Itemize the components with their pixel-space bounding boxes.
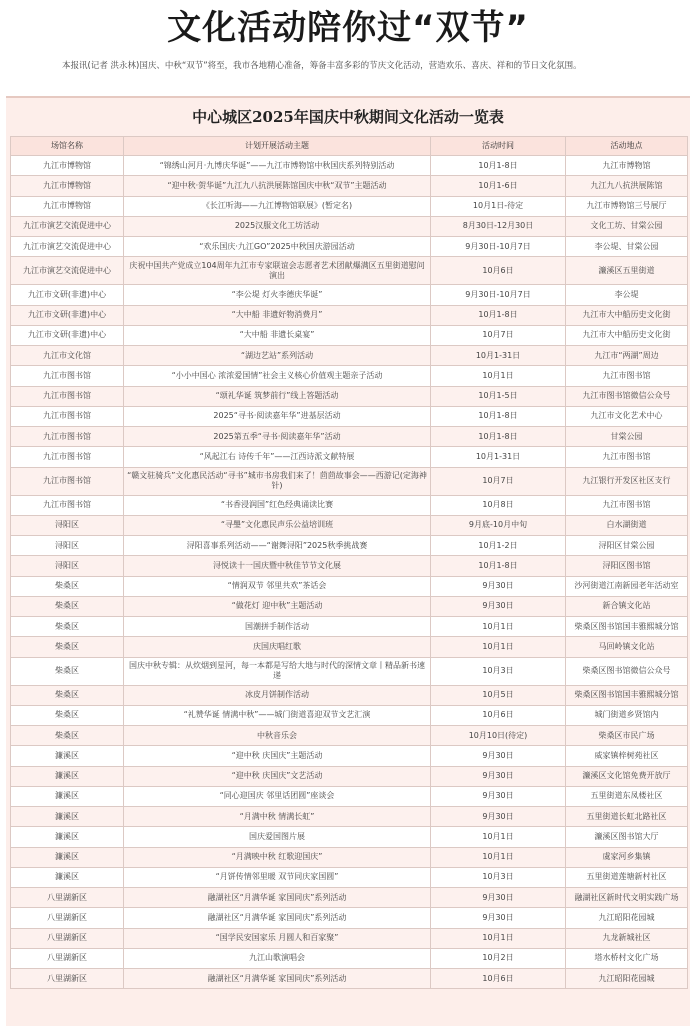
cell-time: 10月1日 [431,366,566,386]
cell-venue: 柴桑区 [11,576,124,596]
cell-time: 10月1日 [431,928,566,948]
cell-theme: “李公堤 灯火李德庆华诞” [124,285,431,305]
lead-paragraph: 本报讯(记者 洪永林)国庆、中秋“双节”将至，我市各地精心准备，筹备丰富多彩的节庆文化活动，营造欢乐、喜庆、祥和的节日文化氛围。 [62,61,582,71]
cell-location: 白水湖街道 [566,515,688,535]
cell-theme: “同心迎国庆 邻里话团圆”座谈会 [124,786,431,806]
cell-time: 10月2日 [431,948,566,968]
cell-time: 10月5日 [431,685,566,705]
cell-location: 沙河街道江南新园老年活动室 [566,576,688,596]
cell-venue: 八里湖新区 [11,969,124,989]
cell-venue: 濂溪区 [11,766,124,786]
cell-venue: 濂溪区 [11,807,124,827]
cell-theme: “锦绣山河月·九博庆华诞”——九江市博物馆中秋国庆系列特别活动 [124,156,431,176]
cell-location: 九龙新城社区 [566,928,688,948]
cell-time: 9月30日 [431,908,566,928]
cell-time: 10月1-31日 [431,447,566,467]
cell-venue: 九江市文研(非遗)中心 [11,285,124,305]
table-row [11,726,688,746]
cell-theme: “湖边艺站”系列活动 [124,346,431,366]
table-row [11,427,688,447]
cell-theme: “情润双节 邻里共欢”茶话会 [124,576,431,596]
cell-venue: 八里湖新区 [11,948,124,968]
cell-location: 五里街道东凤楼社区 [566,786,688,806]
cell-venue: 九江市图书馆 [11,447,124,467]
table-row [11,196,688,216]
table-row [11,556,688,576]
cell-location: 五里街道长虹北路社区 [566,807,688,827]
cell-time: 10月3日 [431,867,566,887]
cell-time: 9月30日 [431,576,566,596]
cell-time: 9月30日 [431,746,566,766]
headline: 文化活动陪你过“双节” [167,8,529,48]
cell-venue: 九江市博物馆 [11,156,124,176]
cell-time: 10月6日 [431,705,566,725]
table-row [11,888,688,908]
cell-location: 九江市图书馆微信公众号 [566,386,688,406]
cell-location: 濂溪区五里街道 [566,257,688,285]
cell-location: 城门街道乡贤馆内 [566,705,688,725]
cell-venue: 九江市演艺交流促进中心 [11,237,124,257]
cell-location: 九江市大中船历史文化街 [566,325,688,345]
table-row [11,406,688,426]
cell-theme: “大中船 非遗长桌宴” [124,325,431,345]
cell-time: 8月30日-12月30日 [431,216,566,236]
cell-venue: 柴桑区 [11,705,124,725]
table-row [11,325,688,345]
cell-theme: 冰皮月饼制作活动 [124,685,431,705]
table-row [11,156,688,176]
table-row [11,305,688,325]
table-row [11,807,688,827]
cell-time: 10月1-31日 [431,346,566,366]
cell-location: 九江市图书馆 [566,366,688,386]
cell-venue: 九江市博物馆 [11,176,124,196]
cell-theme: 浔悦读十一国庆暨中秋佳节节文化展 [124,556,431,576]
cell-theme: “欢乐国庆·九江GO”2025中秋国庆游园活动 [124,237,431,257]
cell-location: 李公堤、甘棠公园 [566,237,688,257]
cell-venue: 九江市图书馆 [11,386,124,406]
cell-theme: “礼赞华诞 情满中秋”——城门街道喜迎双节文艺汇演 [124,705,431,725]
cell-location: 塔水桥村文化广场 [566,948,688,968]
cell-theme: 2025“寻书·阅读嘉年华”进基层活动 [124,406,431,426]
table-row [11,216,688,236]
cell-location: 柴桑区图书馆国丰雅熙城分馆 [566,685,688,705]
cell-theme: 中秋音乐会 [124,726,431,746]
table-row [11,257,688,285]
table-row [11,637,688,657]
cell-time: 9月30日-10月7日 [431,237,566,257]
cell-theme: 国庆中秋专辑：从炊烟到星河，每一本都是写给大地与时代的深情文章丨精品新书速递 [124,657,431,685]
cell-time: 10月1-8日 [431,556,566,576]
cell-location: 九江市文化艺术中心 [566,406,688,426]
cell-time: 10月1-8日 [431,305,566,325]
cell-theme: “寻璺”文化惠民声乐公益培训班 [124,515,431,535]
cell-venue: 八里湖新区 [11,888,124,908]
column-header-theme: 计划开展活动主题 [124,137,431,156]
table-row [11,596,688,616]
cell-theme: “风起江右 诗传千年”——江西诗派文献特展 [124,447,431,467]
table-row [11,746,688,766]
cell-venue: 浔阳区 [11,556,124,576]
cell-theme: 庆祝中国共产党成立104周年九江市专家联谊会志愿者艺术团献爆满区五里街道慰问演出 [124,257,431,285]
cell-location: 九江银行开发区社区支行 [566,467,688,495]
cell-theme: 国庆爱国图片展 [124,827,431,847]
cell-theme: “月满映中秋 红歌迎国庆” [124,847,431,867]
table-row [11,576,688,596]
cell-time: 10月1日 [431,847,566,867]
cell-venue: 九江市文研(非遗)中心 [11,305,124,325]
cell-location: 文化工坊、甘棠公园 [566,216,688,236]
cell-location: 濂溪区文化馆免费开放厅 [566,766,688,786]
column-header-location: 活动地点 [566,137,688,156]
cell-time: 9月30日-10月7日 [431,285,566,305]
cell-location: 九江市博物馆三号展厅 [566,196,688,216]
cell-venue: 柴桑区 [11,685,124,705]
cell-venue: 九江市图书馆 [11,427,124,447]
cell-location: 九江市“两湖”周边 [566,346,688,366]
cell-venue: 九江市文研(非遗)中心 [11,325,124,345]
cell-venue: 濂溪区 [11,746,124,766]
cell-theme: “大中船 非遗好物消费月” [124,305,431,325]
cell-venue: 濂溪区 [11,827,124,847]
cell-location: 虞家河乡集镇 [566,847,688,867]
cell-theme: “书香浸润国”红色经典诵读比赛 [124,495,431,515]
cell-time: 10月1日-待定 [431,196,566,216]
cell-time: 10月1日 [431,827,566,847]
table-row [11,948,688,968]
cell-venue: 九江市演艺交流促进中心 [11,216,124,236]
table-title: 中心城区2025年国庆中秋期间文化活动一览表 [192,108,504,126]
cell-location: 九江市图书馆 [566,447,688,467]
cell-venue: 柴桑区 [11,637,124,657]
cell-time: 10月1-8日 [431,156,566,176]
cell-time: 10月1-8日 [431,427,566,447]
cell-venue: 九江市图书馆 [11,495,124,515]
table-row [11,536,688,556]
table-row [11,467,688,495]
column-header-venue: 场馆名称 [11,137,124,156]
cell-theme: 九江山歌演唱会 [124,948,431,968]
cell-location: 九江市图书馆 [566,495,688,515]
cell-theme: “迎中秋·贺华诞”九江九八抗洪展陈馆国庆中秋“双节”主题活动 [124,176,431,196]
cell-time: 10月6日 [431,257,566,285]
column-header-time: 活动时间 [431,137,566,156]
cell-theme: “迎中秋 庆国庆”主题活动 [124,746,431,766]
cell-location: 九江昭阳花园城 [566,908,688,928]
cell-location: 融湖社区新时代文明实践广场 [566,888,688,908]
cell-venue: 濂溪区 [11,867,124,887]
table-row [11,617,688,637]
cell-time: 9月30日 [431,807,566,827]
cell-time: 10月1日 [431,637,566,657]
table-row [11,786,688,806]
cell-time: 9月30日 [431,596,566,616]
table-row [11,237,688,257]
table-row [11,447,688,467]
table-row [11,285,688,305]
cell-location: 九江市博物馆 [566,156,688,176]
table-row [11,366,688,386]
table-row [11,176,688,196]
table-row [11,386,688,406]
cell-venue: 柴桑区 [11,617,124,637]
cell-theme: “小小中国心 浓浓爱国情”社会主义核心价值观主题亲子活动 [124,366,431,386]
cell-venue: 柴桑区 [11,596,124,616]
cell-location: 新合镇文化站 [566,596,688,616]
cell-time: 9月底-10月中旬 [431,515,566,535]
table-row [11,908,688,928]
cell-venue: 九江市图书馆 [11,406,124,426]
schedule-sheet [6,96,690,1026]
cell-venue: 濂溪区 [11,786,124,806]
cell-theme: “赣文驻骑兵”文化惠民活动“寻书”城市书房我们来了！茴茴故事会——西游记(定海神针) [124,467,431,495]
cell-theme: “迎中秋 庆国庆”文艺活动 [124,766,431,786]
cell-location: 马回岭镇文化站 [566,637,688,657]
cell-location: 九江九八抗洪展陈馆 [566,176,688,196]
cell-venue: 九江市图书馆 [11,467,124,495]
cell-time: 10月7日 [431,467,566,495]
cell-venue: 八里湖新区 [11,908,124,928]
cell-time: 10月6日 [431,969,566,989]
cell-theme: 2025汉服文化工坊活动 [124,216,431,236]
cell-time: 10月3日 [431,657,566,685]
cell-time: 10月1日 [431,617,566,637]
cell-theme: 2025第五季“寻书·阅读嘉年华”活动 [124,427,431,447]
cell-venue: 九江市图书馆 [11,366,124,386]
cell-time: 10月1-2日 [431,536,566,556]
table-row [11,685,688,705]
cell-theme: 融湖社区“月满华诞 家国同庆”系列活动 [124,969,431,989]
cell-time: 10月7日 [431,325,566,345]
cell-time: 10月10日(待定) [431,726,566,746]
cell-venue: 濂溪区 [11,847,124,867]
table-row [11,867,688,887]
cell-location: 浔阳区甘棠公园 [566,536,688,556]
cell-location: 李公堤 [566,285,688,305]
cell-location: 濂溪区图书馆大厅 [566,827,688,847]
activity-table [10,136,688,989]
cell-venue: 柴桑区 [11,657,124,685]
table-row [11,827,688,847]
cell-venue: 九江市文化馆 [11,346,124,366]
cell-location: 柴桑区图书馆国丰雅熙城分馆 [566,617,688,637]
cell-theme: “月饼传情邻里暖 双节同庆家国圆” [124,867,431,887]
cell-theme: “做花灯 迎中秋”主题活动 [124,596,431,616]
cell-theme: 浔阳喜事系列活动——“谢舞浔阳”2025秋季挑战赛 [124,536,431,556]
cell-location: 柴桑区图书馆微信公众号 [566,657,688,685]
cell-location: 威家镇梓树苑社区 [566,746,688,766]
cell-location: 甘棠公园 [566,427,688,447]
cell-theme: 庆国庆唱红歌 [124,637,431,657]
cell-location: 浔阳区图书馆 [566,556,688,576]
cell-time: 9月30日 [431,786,566,806]
cell-theme: 融湖社区“月满华诞 家国同庆”系列活动 [124,908,431,928]
cell-time: 10月1-8日 [431,406,566,426]
cell-location: 五里街道莲塘新村社区 [566,867,688,887]
cell-venue: 九江市演艺交流促进中心 [11,257,124,285]
cell-location: 柴桑区市民广场 [566,726,688,746]
cell-location: 九江昭阳花园城 [566,969,688,989]
cell-time: 10月8日 [431,495,566,515]
cell-venue: 八里湖新区 [11,928,124,948]
cell-venue: 九江市博物馆 [11,196,124,216]
cell-time: 9月30日 [431,888,566,908]
cell-location: 九江市大中船历史文化街 [566,305,688,325]
cell-theme: “国学民安国家乐 月圆人和百家聚” [124,928,431,948]
table-body [11,156,688,989]
table-row [11,969,688,989]
cell-time: 9月30日 [431,766,566,786]
table-row [11,847,688,867]
table-row [11,346,688,366]
cell-time: 10月1-5日 [431,386,566,406]
cell-venue: 浔阳区 [11,536,124,556]
cell-venue: 浔阳区 [11,515,124,535]
table-row [11,515,688,535]
table-row [11,766,688,786]
table-row [11,928,688,948]
cell-time: 10月1-6日 [431,176,566,196]
table-header-row [11,137,688,156]
cell-theme: 《长江听海——九江博物馆联展》(暂定名) [124,196,431,216]
table-row [11,657,688,685]
cell-theme: 国潮拼手制作活动 [124,617,431,637]
cell-theme: “月满中秋 情满长虹” [124,807,431,827]
table-row [11,495,688,515]
cell-theme: “颂礼华诞 筑梦前行”线上答题活动 [124,386,431,406]
table-row [11,705,688,725]
cell-theme: 融湖社区“月满华诞 家国同庆”系列活动 [124,888,431,908]
cell-venue: 柴桑区 [11,726,124,746]
